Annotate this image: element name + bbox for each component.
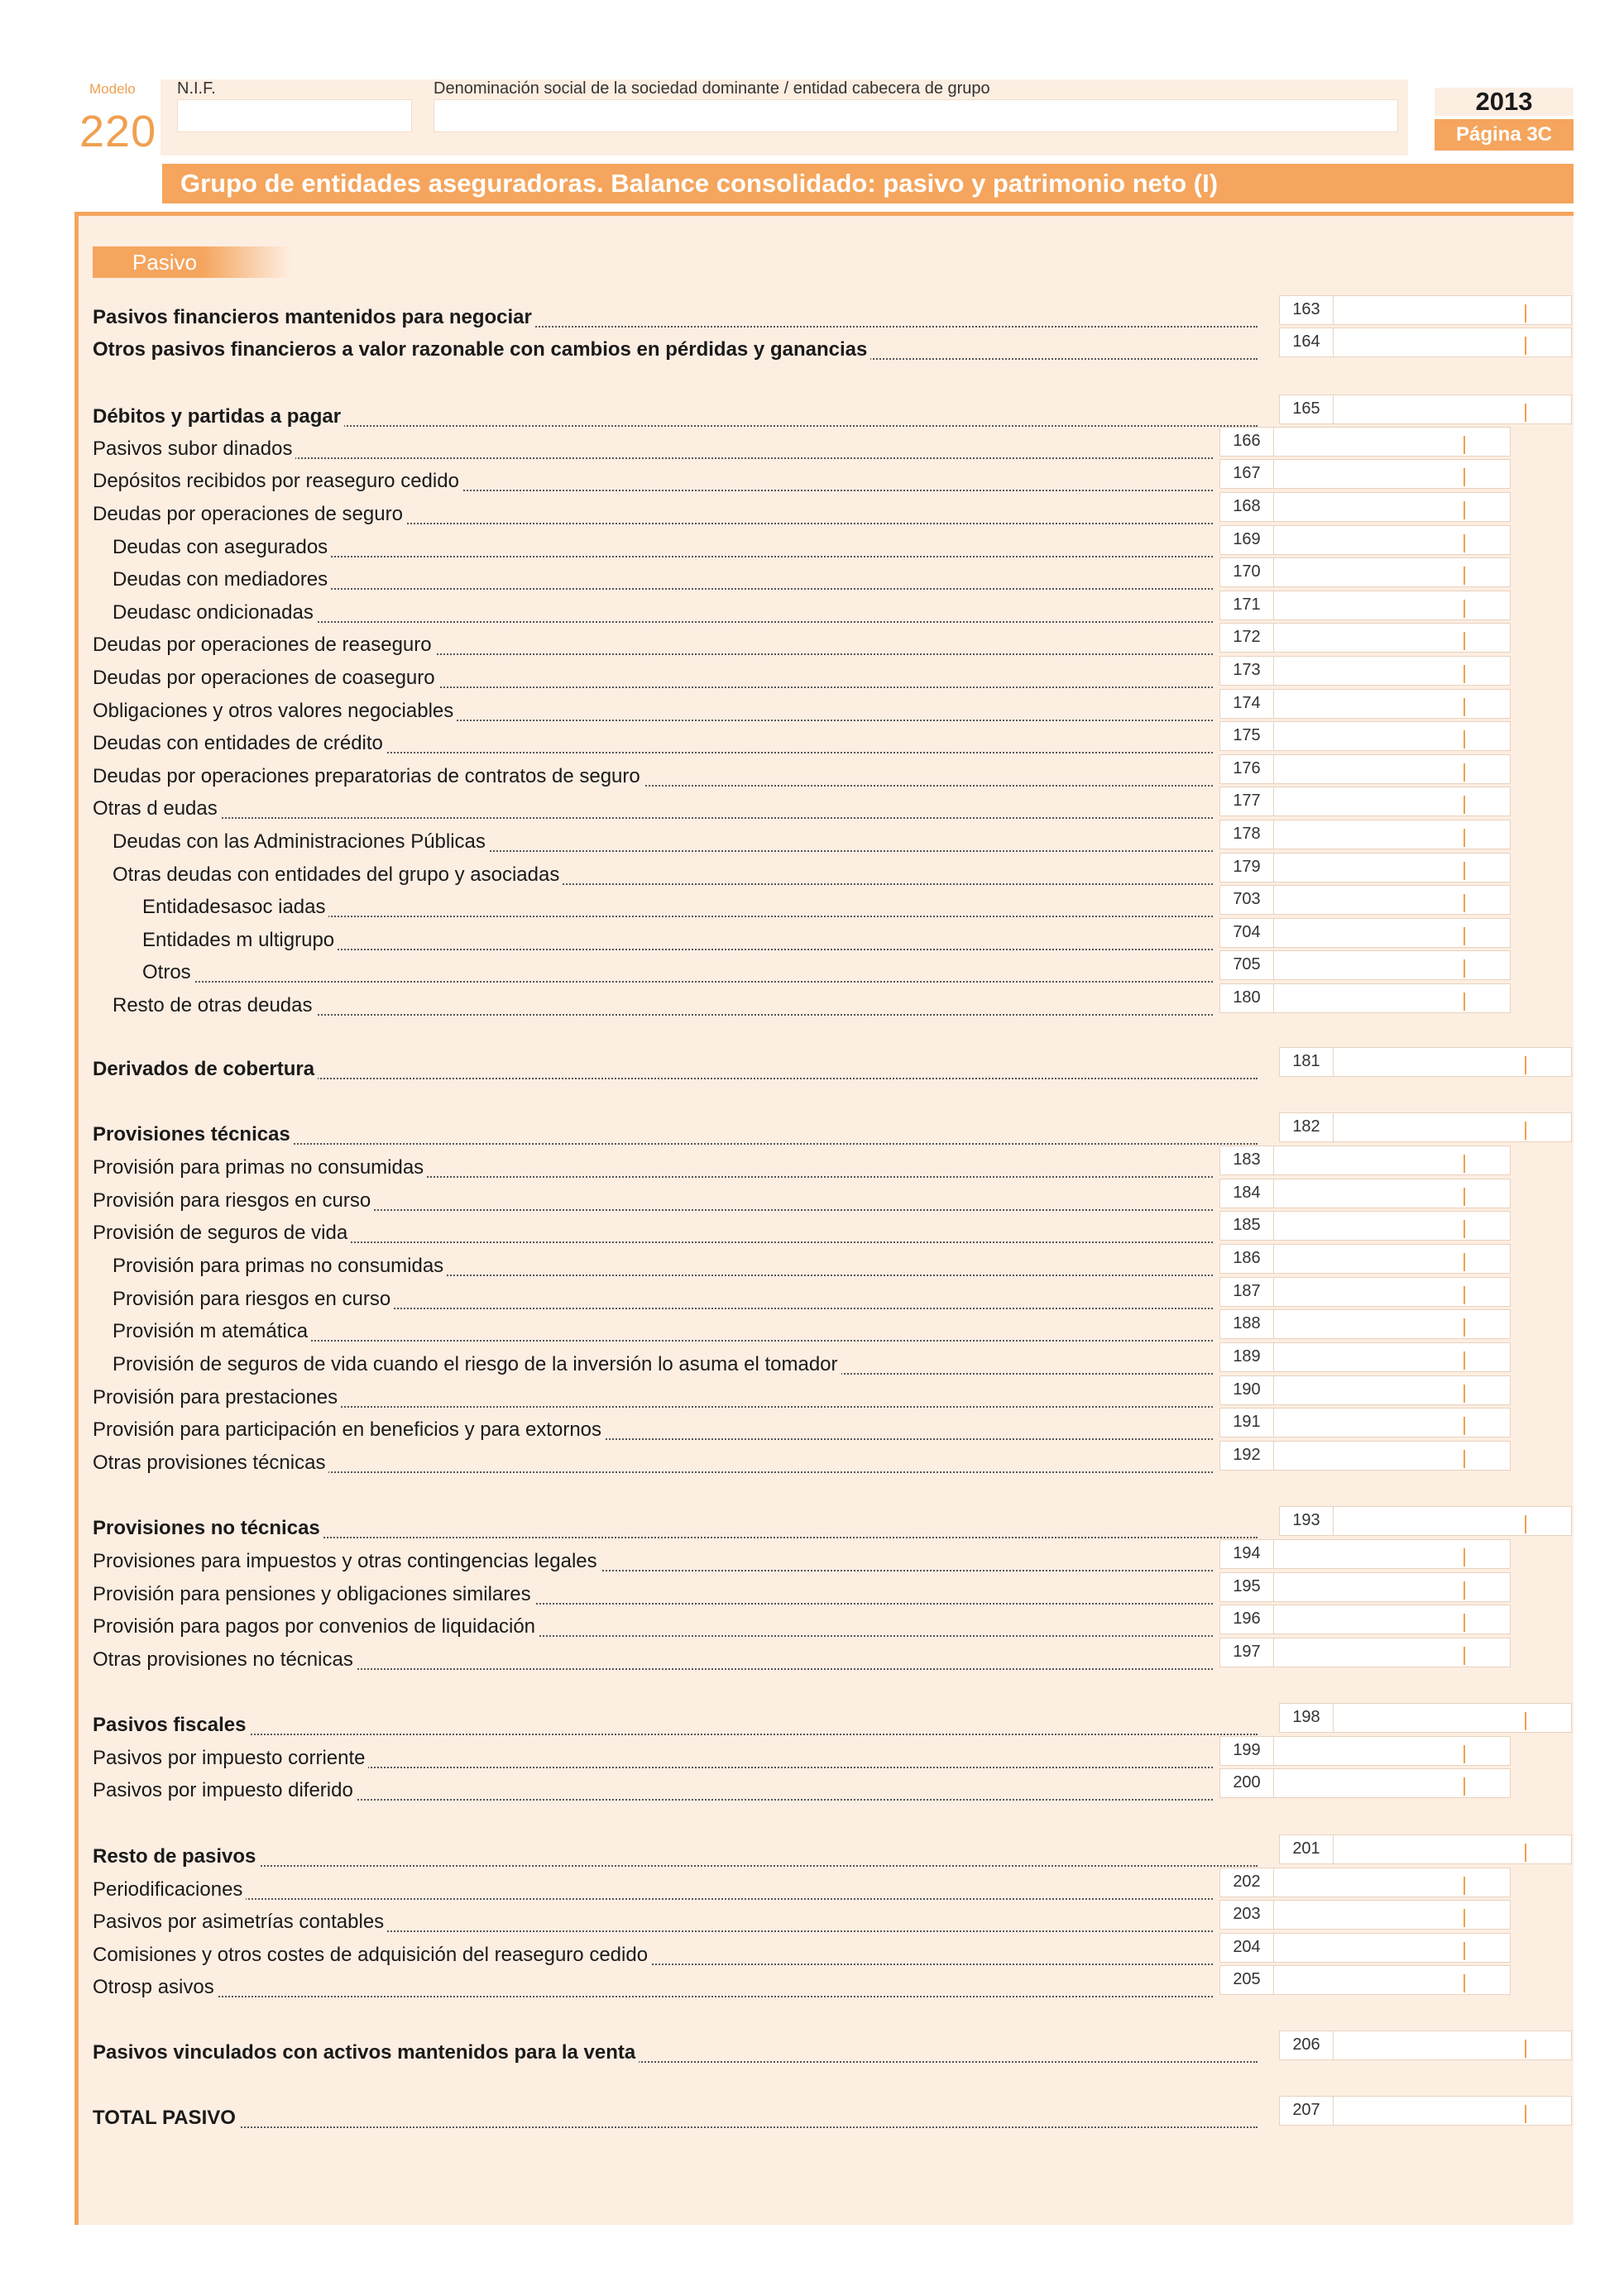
form-row [113,828,1213,856]
decimal-separator-mark [1464,1318,1465,1337]
modelo-number: 220 [79,107,157,156]
field-code: 205 [1219,1965,1274,1995]
field-code: 204 [1219,1933,1274,1963]
modelo-label: Modelo [89,81,136,97]
amount-field[interactable] [1274,1900,1511,1930]
amount-field[interactable] [1274,1179,1511,1208]
leader-dots [93,1898,1213,1900]
decimal-separator-mark [1464,1745,1465,1763]
decimal-separator-mark [1464,959,1465,978]
decimal-separator-mark [1525,1844,1526,1862]
field-code: 172 [1219,623,1274,653]
amount-field[interactable] [1274,1375,1511,1405]
form-row [93,1581,1213,1609]
decimal-separator-mark [1464,1614,1465,1632]
decimal-separator-mark [1525,304,1526,323]
form-row [93,1973,1213,2002]
field-code: 178 [1219,820,1274,849]
row-label: Resto de otras deudas [113,994,316,1016]
amount-field[interactable] [1274,1441,1511,1471]
form-row [93,1154,1213,1182]
decimal-separator-mark [1464,501,1465,519]
field-code: 173 [1219,656,1274,686]
row-label: Provisión para primas no consumidas [93,1156,427,1179]
panel-top-border [74,212,1574,216]
form-row [93,697,1213,725]
amount-field[interactable] [1334,2031,1572,2060]
field-code: 192 [1219,1441,1274,1471]
form-row [113,1351,1213,1379]
form-row [93,304,1258,332]
amount-field[interactable] [1274,656,1511,686]
row-label: Pasivos por impuesto corriente [93,1747,368,1769]
row-label: Provisión m atemática [113,1320,311,1342]
decimal-separator-mark [1525,1122,1526,1140]
amount-field[interactable] [1274,492,1511,522]
decimal-separator-mark [1464,567,1465,585]
amount-field[interactable] [1334,2096,1572,2126]
amount-field[interactable] [1274,427,1511,457]
decimal-separator-mark [1464,927,1465,945]
field-code: 176 [1219,754,1274,784]
row-label: Provisión para riesgos en curso [93,1189,374,1212]
decimal-separator-mark [1464,1581,1465,1600]
amount-field[interactable] [1274,1277,1511,1307]
decimal-separator-mark [1464,862,1465,880]
amount-field[interactable] [1274,1605,1511,1634]
field-code: 201 [1279,1834,1334,1864]
form-row [93,1416,1213,1444]
amount-field[interactable] [1274,459,1511,489]
amount-field[interactable] [1274,885,1511,915]
form-row [113,566,1213,594]
amount-field[interactable] [1274,1539,1511,1569]
nif-field[interactable] [177,99,412,132]
form-row [93,1514,1258,1543]
form-row [142,893,1213,921]
row-label: Deudas con las Administraciones Públicas [113,830,489,853]
leader-dots [93,817,1213,819]
decimal-separator-mark [1525,404,1526,422]
amount-field[interactable] [1274,983,1511,1013]
field-code: 190 [1219,1375,1274,1405]
form-row [93,1646,1213,1674]
form-row [93,631,1213,659]
field-code: 198 [1279,1703,1334,1733]
amount-field[interactable] [1334,295,1572,325]
amount-field[interactable] [1274,1736,1511,1766]
amount-field[interactable] [1274,591,1511,620]
page-badge: Página 3C [1435,119,1574,151]
form-row [113,1285,1213,1313]
form-row [93,664,1213,692]
field-code: 199 [1219,1736,1274,1766]
row-label: Provisión para pensiones y obligaciones similares [93,1583,534,1605]
field-code: 193 [1279,1506,1334,1536]
decimal-separator-mark [1464,1777,1465,1796]
decimal-separator-mark [1464,1942,1465,1960]
field-code: 166 [1219,427,1274,457]
row-label: Provisiones no técnicas [93,1517,323,1539]
form-row [93,795,1213,823]
row-label: Periodificaciones [93,1878,246,1901]
amount-field[interactable] [1274,525,1511,555]
row-label: Pasivos por asimetrías contables [93,1911,387,1933]
amount-field[interactable] [1274,623,1511,653]
amount-field[interactable] [1274,787,1511,816]
decimal-separator-mark [1464,1286,1465,1304]
row-label: Pasivos vinculados con activos mantenidos para la venta [93,2041,639,2064]
form-row [93,2039,1258,2067]
row-label: Otros [142,961,194,983]
row-label: Provisión para primas no consumidas [113,1255,447,1277]
row-label: Provisión para pagos por convenios de liquidación [93,1615,539,1638]
form-row [93,1449,1213,1477]
field-code: 202 [1219,1868,1274,1897]
decimal-separator-mark [1464,1155,1465,1173]
amount-field[interactable] [1274,918,1511,948]
row-label: Derivados de cobertura [93,1058,318,1080]
leader-dots [93,2126,1258,2128]
leader-dots [142,981,1213,983]
amount-field[interactable] [1274,1933,1511,1963]
amount-field[interactable] [1274,1638,1511,1667]
decimal-separator-mark [1525,337,1526,355]
row-label: Otras provisiones técnicas [93,1452,328,1474]
form-row [93,729,1213,758]
row-label: Depósitos recibidos por reaseguro cedido [93,470,462,492]
amount-field[interactable] [1334,1112,1572,1142]
decimal-separator-mark [1525,1515,1526,1533]
row-label: Provisión de seguros de vida [93,1222,351,1244]
row-label: Entidadesasoc iadas [142,896,328,918]
form-row [93,2104,1258,2132]
row-label: Resto de pasivos [93,1845,259,1868]
decimal-separator-mark [1464,993,1465,1011]
row-label: Deudas con mediadores [113,568,331,591]
row-label: Otrosp asivos [93,1976,218,1998]
row-label: Comisiones y otros costes de adquisición del reaseguro cedido [93,1944,651,1966]
amount-field[interactable] [1274,853,1511,883]
amount-field[interactable] [1274,1408,1511,1437]
field-code: 165 [1279,395,1334,424]
row-label: Pasivos por impuesto diferido [93,1779,357,1801]
row-label: Provisión para prestaciones [93,1386,341,1409]
field-code: 703 [1219,885,1274,915]
decimal-separator-mark [1464,796,1465,814]
form-row [93,1187,1213,1215]
field-code: 200 [1219,1768,1274,1798]
field-code: 187 [1219,1277,1274,1307]
form-row [93,1941,1213,1969]
row-label: Provisión para riesgos en curso [113,1288,394,1310]
form-row [93,1384,1213,1412]
denominacion-label: Denominación social de la sociedad dominante / entidad cabecera de grupo [434,79,990,98]
field-code: 171 [1219,591,1274,620]
field-code: 186 [1219,1244,1274,1274]
amount-field[interactable] [1334,1834,1572,1864]
field-code: 203 [1219,1900,1274,1930]
form-row [93,1744,1213,1772]
amount-field[interactable] [1274,557,1511,587]
form-row [93,1121,1258,1149]
field-code: 189 [1219,1342,1274,1372]
field-code: 197 [1219,1638,1274,1667]
field-code: 167 [1219,459,1274,489]
form-row [113,1252,1213,1280]
row-label: Pasivos fiscales [93,1714,249,1736]
amount-field[interactable] [1274,1342,1511,1372]
form-row [93,1055,1258,1083]
row-label: Provisiones para impuestos y otras contingencias legales [93,1550,601,1572]
amount-field[interactable] [1274,1965,1511,1995]
row-label: Otros pasivos financieros a valor razonable con cambios en pérdidas y ganancias [93,338,870,361]
field-code: 183 [1219,1146,1274,1175]
amount-field[interactable] [1274,820,1511,849]
denominacion-field[interactable] [434,99,1398,132]
field-code: 195 [1219,1572,1274,1602]
decimal-separator-mark [1464,1974,1465,1992]
row-label: Provisión para participación en beneficios y para extornos [93,1418,605,1441]
decimal-separator-mark [1464,1647,1465,1665]
form-row [93,500,1213,529]
amount-field[interactable] [1274,1211,1511,1241]
field-code: 188 [1219,1309,1274,1339]
decimal-separator-mark [1464,698,1465,716]
form-row [93,1777,1213,1805]
decimal-separator-mark [1464,1877,1465,1895]
field-code: 181 [1279,1047,1334,1077]
row-label: Deudas por operaciones preparatorias de contratos de seguro [93,765,644,787]
form-row [113,533,1213,562]
row-label: Deudas por operaciones de coaseguro [93,667,438,689]
leader-dots [93,1865,1258,1867]
decimal-separator-mark [1464,730,1465,749]
amount-field[interactable] [1274,754,1511,784]
decimal-separator-mark [1464,468,1465,486]
form-row [93,1711,1258,1739]
row-label: Provisiones técnicas [93,1123,294,1146]
nif-label: N.I.F. [177,79,216,98]
row-label: Deudas con entidades de crédito [93,732,386,754]
decimal-separator-mark [1525,2105,1526,2123]
decimal-separator-mark [1525,1056,1526,1074]
amount-field[interactable] [1334,328,1572,357]
field-code: 168 [1219,492,1274,522]
decimal-separator-mark [1464,1450,1465,1468]
field-code: 191 [1219,1408,1274,1437]
decimal-separator-mark [1464,763,1465,782]
row-label: Pasivos subor dinados [93,438,295,460]
field-code: 207 [1279,2096,1334,2126]
leader-dots [93,1996,1213,1997]
row-label: Deudas con asegurados [113,536,331,558]
row-label: Otras provisiones no técnicas [93,1648,357,1671]
year-badge: 2013 [1435,88,1574,116]
form-row [113,1318,1213,1346]
field-code: 163 [1279,295,1334,325]
row-label: Deudas por operaciones de seguro [93,503,406,525]
decimal-separator-mark [1464,534,1465,552]
amount-field[interactable] [1334,1047,1572,1077]
section-tab-pasivo: Pasivo [93,246,291,278]
decimal-separator-mark [1464,894,1465,912]
form-row [93,1613,1213,1641]
field-code: 177 [1219,787,1274,816]
form-row [93,1547,1213,1576]
amount-field[interactable] [1334,1506,1572,1536]
decimal-separator-mark [1464,1188,1465,1206]
amount-field[interactable] [1334,1703,1572,1733]
form-row [142,959,1213,987]
decimal-separator-mark [1464,600,1465,618]
field-code: 169 [1219,525,1274,555]
field-code: 705 [1219,950,1274,980]
field-code: 180 [1219,983,1274,1013]
amount-field[interactable] [1274,1768,1511,1798]
decimal-separator-mark [1464,436,1465,454]
form-row [93,1219,1213,1247]
row-label: Entidades m ultigrupo [142,929,338,951]
amount-field[interactable] [1334,395,1572,424]
field-code: 179 [1219,853,1274,883]
amount-field[interactable] [1274,1572,1511,1602]
field-code: 174 [1219,689,1274,719]
row-label: Otras deudas con entidades del grupo y asociadas [113,863,563,886]
row-label: Pasivos financieros mantenidos para negociar [93,306,535,328]
field-code: 206 [1279,2031,1334,2060]
row-label: Deudasc ondicionadas [113,601,317,624]
row-label: Otras d eudas [93,797,221,820]
form-row [93,336,1258,364]
field-code: 185 [1219,1211,1274,1241]
amount-field[interactable] [1274,1146,1511,1175]
amount-field[interactable] [1274,1868,1511,1897]
decimal-separator-mark [1464,1351,1465,1370]
form-row [93,435,1213,463]
decimal-separator-mark [1464,665,1465,683]
form-row [93,763,1213,791]
field-code: 194 [1219,1539,1274,1569]
decimal-separator-mark [1464,1385,1465,1403]
decimal-separator-mark [1464,1417,1465,1435]
form-row [93,403,1258,431]
amount-field[interactable] [1274,721,1511,751]
decimal-separator-mark [1464,1220,1465,1238]
field-code: 170 [1219,557,1274,587]
form-row [93,467,1213,495]
page-title: Grupo de entidades aseguradoras. Balance consolidado: pasivo y patrimonio neto (I) [162,164,1574,203]
row-label: Deudas por operaciones de reaseguro [93,634,435,656]
amount-field[interactable] [1274,1309,1511,1339]
form-row [113,861,1213,889]
form-row [93,1876,1213,1904]
form-row [142,926,1213,954]
row-label: Provisión de seguros de vida cuando el riesgo de la inversión lo asuma el tomador [113,1353,841,1375]
decimal-separator-mark [1464,632,1465,650]
field-code: 704 [1219,918,1274,948]
form-row [113,599,1213,627]
field-code: 196 [1219,1605,1274,1634]
form-row [93,1843,1258,1871]
amount-field[interactable] [1274,950,1511,980]
form-row [93,1908,1213,1936]
decimal-separator-mark [1464,1548,1465,1567]
field-code: 182 [1279,1112,1334,1142]
row-label: TOTAL PASIVO [93,2107,239,2129]
decimal-separator-mark [1525,1712,1526,1730]
decimal-separator-mark [1525,2040,1526,2058]
decimal-separator-mark [1464,1253,1465,1271]
amount-field[interactable] [1274,1244,1511,1274]
field-code: 175 [1219,721,1274,751]
field-code: 184 [1219,1179,1274,1208]
row-label: Débitos y partidas a pagar [93,405,344,428]
field-code: 164 [1279,328,1334,357]
decimal-separator-mark [1464,1909,1465,1927]
leader-dots [93,1734,1258,1735]
row-label: Obligaciones y otros valores negociables [93,700,457,722]
decimal-separator-mark [1464,829,1465,847]
form-row [113,992,1213,1020]
amount-field[interactable] [1274,689,1511,719]
